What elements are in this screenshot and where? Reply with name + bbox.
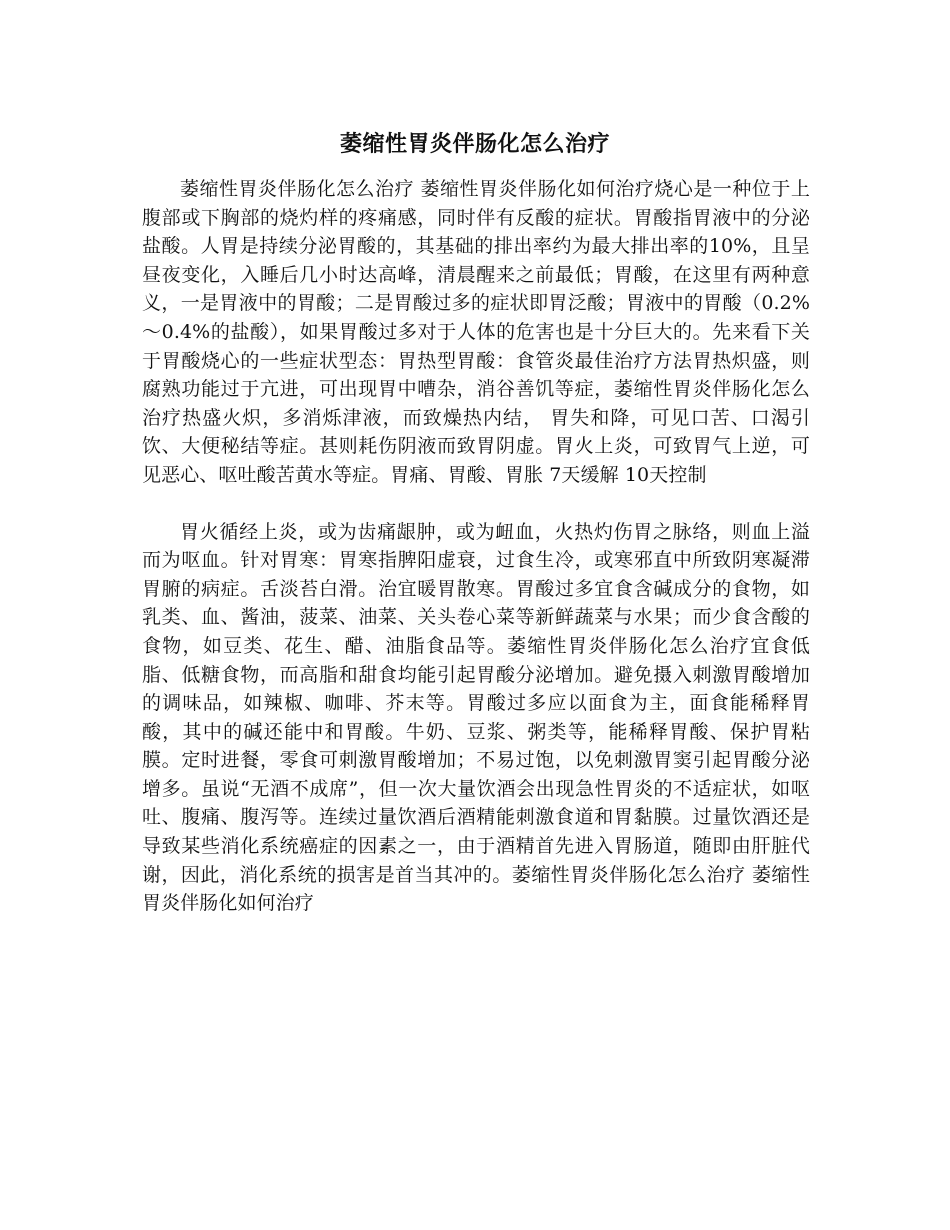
body-paragraph-2: 胃火循经上炎，或为齿痛龈肿，或为衄血，火热灼伤胃之脉络，则血上溢而为呕血。针对胃寒：胃寒指脾阳虚衰，过食生冷，或寒邪直中所致阴寒凝滞胃腑的病症。舌淡苔白滑。治宜暖胃散寒。胃酸过多宜食含碱成分的食物，如乳类、血、酱油，菠菜、油菜、关头卷心菜等新鲜蔬菜与水果；而少食含酸的食物，如豆类、花生、醋、油脂食品等。萎缩性胃炎伴肠化怎么治疗宜食低脂、低糖食物，而高脂和甜食均能引起胃酸分泌增加。避免摄入刺激胃酸增加的调味品，如辣椒、咖啡、芥末等。胃酸过多应以面食为主，面食能稀释胃酸，其中的碱还能中和胃酸。牛奶、豆浆、粥类等，能稀释胃酸、保护胃粘膜。定时进餐，零食可刺激胃酸增加；不易过饱，以免刺激胃窦引起胃酸分泌增多。虽说“无酒不成席”，但一次大量饮酒会出现急性胃炎的不适症状，如呕吐、腹痛、腹泻等。连续过量饮酒后酒精能刺激食道和胃黏膜。过量饮酒还是导致某些消化系统癌症的因素之一，由于酒精首先进入胃肠道，随即由肝脏代谢，因此，消化系统的损害是首当其冲的。萎缩性胃炎伴肠化怎么治疗 萎缩性胃炎伴肠化如何治疗 <box>142 520 810 915</box>
document-body <box>142 175 810 918</box>
document-title: 萎缩性胃炎伴肠化怎么治疗 <box>339 130 610 157</box>
body-paragraph-1: 萎缩性胃炎伴肠化怎么治疗 萎缩性胃炎伴肠化如何治疗烧心是一种位于上腹部或下胸部的烧灼样的疼痛感，同时伴有反酸的症状。胃酸指胃液中的分泌盐酸。人胃是持续分泌胃酸的，其基础的排出率约为最大排出率的10%，且呈昼夜变化，入睡后几小时达高峰，清晨醒来之前最低；胃酸，在这里有两种意义，一是胃液中的胃酸；二是胃酸过多的症状即胃泛酸；胃液中的胃酸（0.2%～0.4%的盐酸），如果胃酸过多对于人体的危害也是十分巨大的。先来看下关于胃酸烧心的一些症状型态：胃热型胃酸：食管炎最佳治疗方法胃热炽盛，则腐熟功能过于亢进，可出现胃中嘈杂，消谷善饥等症，萎缩性胃炎伴肠化怎么治疗热盛火炽，多消烁津液，而致燥热内结， 胃失和降，可见口苦、口渴引饮、大便秘结等症。甚则耗伤阴液而致胃阴虚。胃火上炎，可致胃气上逆，可见恶心、呕吐酸苦黄水等症。胃痛、胃酸、胃胀 7天缓解 10天控制 <box>142 178 810 486</box>
